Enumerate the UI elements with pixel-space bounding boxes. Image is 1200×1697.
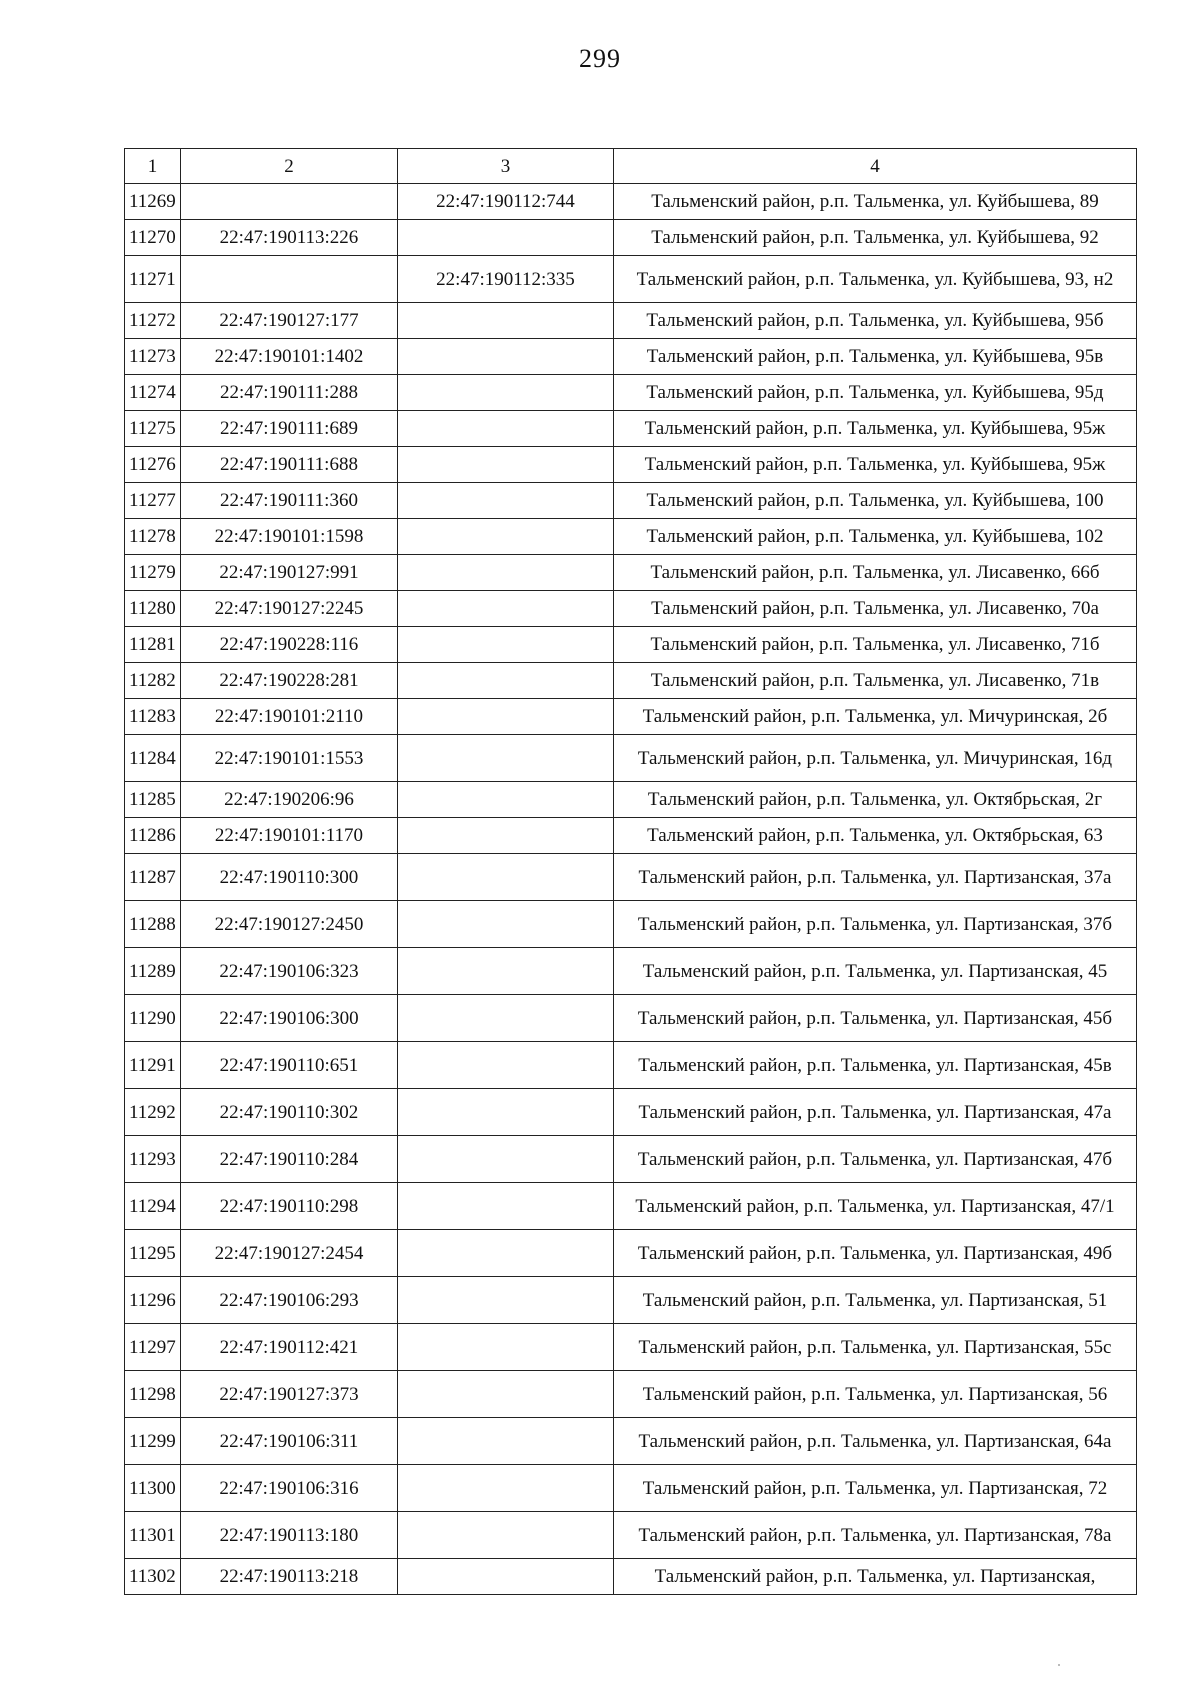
row-number-cell: 11279 (125, 555, 181, 591)
address-cell: Тальменский район, р.п. Тальменка, ул. Партизанская, 49б (614, 1230, 1137, 1277)
address-cell: Тальменский район, р.п. Тальменка, ул. Октябрьская, 2г (614, 782, 1137, 818)
row-number-cell: 11291 (125, 1042, 181, 1089)
cadastral-number-premises-cell (398, 818, 614, 854)
row-number-cell: 11281 (125, 627, 181, 663)
table-row (125, 854, 1137, 901)
cadastral-number-premises-cell (398, 627, 614, 663)
table-row (125, 663, 1137, 699)
row-number-cell: 11288 (125, 901, 181, 948)
address-cell: Тальменский район, р.п. Тальменка, ул. Куйбышева, 95ж (614, 411, 1137, 447)
row-number-cell: 11282 (125, 663, 181, 699)
cadastral-number-building-cell: 22:47:190127:991 (181, 555, 398, 591)
address-cell: Тальменский район, р.п. Тальменка, ул. Партизанская, 37а (614, 854, 1137, 901)
cadastral-number-building-cell: 22:47:190113:218 (181, 1559, 398, 1595)
address-cell: Тальменский район, р.п. Тальменка, ул. Партизанская, 47б (614, 1136, 1137, 1183)
cadastral-number-building-cell: 22:47:190106:311 (181, 1418, 398, 1465)
cadastral-number-premises-cell (398, 948, 614, 995)
row-number-cell: 11269 (125, 184, 181, 220)
table-row (125, 411, 1137, 447)
row-number-cell: 11297 (125, 1324, 181, 1371)
cadastral-number-building-cell (181, 184, 398, 220)
row-number-cell: 11270 (125, 220, 181, 256)
cadastral-number-premises-cell (398, 735, 614, 782)
table-row (125, 1042, 1137, 1089)
table-row (125, 1230, 1137, 1277)
cadastral-number-premises-cell (398, 1277, 614, 1324)
cadastral-number-premises-cell (398, 1465, 614, 1512)
scan-speck (1058, 1664, 1060, 1666)
table-row (125, 1089, 1137, 1136)
cadastral-number-premises-cell (398, 901, 614, 948)
cadastral-number-building-cell: 22:47:190106:316 (181, 1465, 398, 1512)
table-row (125, 339, 1137, 375)
row-number-cell: 11278 (125, 519, 181, 555)
address-cell: Тальменский район, р.п. Тальменка, ул. Куйбышева, 100 (614, 483, 1137, 519)
cadastral-number-building-cell: 22:47:190110:302 (181, 1089, 398, 1136)
address-cell: Тальменский район, р.п. Тальменка, ул. Мичуринская, 2б (614, 699, 1137, 735)
cadastral-number-premises-cell (398, 1324, 614, 1371)
table-row (125, 699, 1137, 735)
address-cell: Тальменский район, р.п. Тальменка, ул. Куйбышева, 93, н2 (614, 256, 1137, 303)
table-row (125, 591, 1137, 627)
cadastral-number-building-cell: 22:47:190127:177 (181, 303, 398, 339)
address-cell: Тальменский район, р.п. Тальменка, ул. Лисавенко, 71б (614, 627, 1137, 663)
row-number-cell: 11277 (125, 483, 181, 519)
cadastral-number-building-cell: 22:47:190127:2450 (181, 901, 398, 948)
address-cell: Тальменский район, р.п. Тальменка, ул. Партизанская, 37б (614, 901, 1137, 948)
cadastral-number-building-cell: 22:47:190112:421 (181, 1324, 398, 1371)
row-number-cell: 11295 (125, 1230, 181, 1277)
table-row (125, 948, 1137, 995)
address-cell: Тальменский район, р.п. Тальменка, ул. Мичуринская, 16д (614, 735, 1137, 782)
table-row (125, 1277, 1137, 1324)
address-cell: Тальменский район, р.п. Тальменка, ул. Куйбышева, 95в (614, 339, 1137, 375)
row-number-cell: 11272 (125, 303, 181, 339)
row-number-cell: 11300 (125, 1465, 181, 1512)
cadastral-number-building-cell: 22:47:190101:1170 (181, 818, 398, 854)
row-number-cell: 11293 (125, 1136, 181, 1183)
table-row (125, 1324, 1137, 1371)
cadastral-number-premises-cell (398, 339, 614, 375)
table-row (125, 735, 1137, 782)
address-cell: Тальменский район, р.п. Тальменка, ул. Партизанская, 47/1 (614, 1183, 1137, 1230)
cadastral-number-building-cell: 22:47:190113:226 (181, 220, 398, 256)
table-row (125, 256, 1137, 303)
row-number-cell: 11294 (125, 1183, 181, 1230)
cadastral-number-premises-cell (398, 591, 614, 627)
cadastral-number-premises-cell (398, 555, 614, 591)
cadastral-number-premises-cell (398, 303, 614, 339)
address-cell: Тальменский район, р.п. Тальменка, ул. Куйбышева, 102 (614, 519, 1137, 555)
table-row (125, 782, 1137, 818)
table-row (125, 303, 1137, 339)
cadastral-number-premises-cell (398, 1042, 614, 1089)
address-cell: Тальменский район, р.п. Тальменка, ул. Куйбышева, 89 (614, 184, 1137, 220)
cadastral-number-building-cell: 22:47:190111:360 (181, 483, 398, 519)
row-number-cell: 11299 (125, 1418, 181, 1465)
address-cell: Тальменский район, р.п. Тальменка, ул. Партизанская, 47а (614, 1089, 1137, 1136)
cadastral-number-premises-cell (398, 519, 614, 555)
cadastral-number-premises-cell (398, 1559, 614, 1595)
row-number-cell: 11284 (125, 735, 181, 782)
table-body (125, 184, 1137, 1595)
row-number-cell: 11289 (125, 948, 181, 995)
address-cell: Тальменский район, р.п. Тальменка, ул. Лисавенко, 70а (614, 591, 1137, 627)
address-cell: Тальменский район, р.п. Тальменка, ул. Партизанская, (614, 1559, 1137, 1595)
cadastral-number-premises-cell (398, 1230, 614, 1277)
cadastral-number-premises-cell (398, 699, 614, 735)
cadastral-number-building-cell: 22:47:190110:298 (181, 1183, 398, 1230)
address-cell: Тальменский район, р.п. Тальменка, ул. Партизанская, 45в (614, 1042, 1137, 1089)
row-number-cell: 11285 (125, 782, 181, 818)
table-row (125, 1559, 1137, 1595)
cadastral-number-building-cell: 22:47:190228:116 (181, 627, 398, 663)
cadastral-number-building-cell: 22:47:190111:288 (181, 375, 398, 411)
cadastral-number-building-cell: 22:47:190110:651 (181, 1042, 398, 1089)
cadastral-number-building-cell: 22:47:190101:1402 (181, 339, 398, 375)
cadastral-number-building-cell: 22:47:190110:284 (181, 1136, 398, 1183)
table-row (125, 555, 1137, 591)
cadastral-number-building-cell: 22:47:190111:689 (181, 411, 398, 447)
cadastral-number-premises-cell (398, 1512, 614, 1559)
address-cell: Тальменский район, р.п. Тальменка, ул. Октябрьская, 63 (614, 818, 1137, 854)
table-row (125, 220, 1137, 256)
cadastral-number-premises-cell (398, 663, 614, 699)
row-number-cell: 11287 (125, 854, 181, 901)
cadastral-number-building-cell: 22:47:190110:300 (181, 854, 398, 901)
cadastral-number-building-cell: 22:47:190127:373 (181, 1371, 398, 1418)
cadastral-number-premises-cell (398, 1418, 614, 1465)
table-row (125, 627, 1137, 663)
address-cell: Тальменский район, р.п. Тальменка, ул. Лисавенко, 71в (614, 663, 1137, 699)
table-header (125, 149, 1137, 184)
cadastral-number-premises-cell (398, 1371, 614, 1418)
column-header-1: 1 (125, 149, 181, 184)
page-number: 299 (579, 44, 621, 73)
table-row (125, 184, 1137, 220)
cadastral-number-building-cell: 22:47:190113:180 (181, 1512, 398, 1559)
table-row (125, 1136, 1137, 1183)
cadastral-number-premises-cell (398, 782, 614, 818)
table-row (125, 375, 1137, 411)
cadastral-number-building-cell: 22:47:190101:2110 (181, 699, 398, 735)
row-number-cell: 11276 (125, 447, 181, 483)
row-number-cell: 11283 (125, 699, 181, 735)
cadastral-number-premises-cell (398, 220, 614, 256)
cadastral-number-building-cell: 22:47:190101:1553 (181, 735, 398, 782)
row-number-cell: 11290 (125, 995, 181, 1042)
row-number-cell: 11292 (125, 1089, 181, 1136)
row-number-cell: 11274 (125, 375, 181, 411)
address-cell: Тальменский район, р.п. Тальменка, ул. Партизанская, 45 (614, 948, 1137, 995)
cadastral-number-building-cell: 22:47:190101:1598 (181, 519, 398, 555)
column-header-3: 3 (398, 149, 614, 184)
table-row (125, 1512, 1137, 1559)
row-number-cell: 11286 (125, 818, 181, 854)
cadastral-number-premises-cell (398, 1136, 614, 1183)
row-number-cell: 11302 (125, 1559, 181, 1595)
address-cell: Тальменский район, р.п. Тальменка, ул. Куйбышева, 92 (614, 220, 1137, 256)
cadastral-number-building-cell: 22:47:190106:300 (181, 995, 398, 1042)
cadastral-table (124, 148, 1137, 1595)
cadastral-number-premises-cell (398, 1183, 614, 1230)
column-header-2: 2 (181, 149, 398, 184)
address-cell: Тальменский район, р.п. Тальменка, ул. Партизанская, 56 (614, 1371, 1137, 1418)
address-cell: Тальменский район, р.п. Тальменка, ул. Лисавенко, 66б (614, 555, 1137, 591)
address-cell: Тальменский район, р.п. Тальменка, ул. Партизанская, 78а (614, 1512, 1137, 1559)
table-row (125, 818, 1137, 854)
address-cell: Тальменский район, р.п. Тальменка, ул. Партизанская, 55с (614, 1324, 1137, 1371)
cadastral-number-building-cell: 22:47:190111:688 (181, 447, 398, 483)
cadastral-number-building-cell: 22:47:190127:2454 (181, 1230, 398, 1277)
table-row (125, 1465, 1137, 1512)
cadastral-number-premises-cell (398, 411, 614, 447)
address-cell: Тальменский район, р.п. Тальменка, ул. Партизанская, 45б (614, 995, 1137, 1042)
row-number-cell: 11275 (125, 411, 181, 447)
cadastral-number-premises-cell (398, 854, 614, 901)
cadastral-number-premises-cell (398, 995, 614, 1042)
cadastral-number-building-cell: 22:47:190206:96 (181, 782, 398, 818)
cadastral-number-premises-cell (398, 447, 614, 483)
table-row (125, 447, 1137, 483)
table-row (125, 1371, 1137, 1418)
table-row (125, 1183, 1137, 1230)
cadastral-number-building-cell: 22:47:190127:2245 (181, 591, 398, 627)
table-row (125, 519, 1137, 555)
row-number-cell: 11273 (125, 339, 181, 375)
table-row (125, 995, 1137, 1042)
cadastral-number-building-cell: 22:47:190228:281 (181, 663, 398, 699)
address-cell: Тальменский район, р.п. Тальменка, ул. Куйбышева, 95д (614, 375, 1137, 411)
address-cell: Тальменский район, р.п. Тальменка, ул. Партизанская, 72 (614, 1465, 1137, 1512)
cadastral-number-premises-cell: 22:47:190112:335 (398, 256, 614, 303)
address-cell: Тальменский район, р.п. Тальменка, ул. Куйбышева, 95б (614, 303, 1137, 339)
table-row (125, 901, 1137, 948)
cadastral-number-building-cell: 22:47:190106:293 (181, 1277, 398, 1324)
table-row (125, 1418, 1137, 1465)
header-row (125, 149, 1137, 184)
cadastral-number-premises-cell (398, 483, 614, 519)
column-header-4: 4 (614, 149, 1137, 184)
table-row (125, 483, 1137, 519)
row-number-cell: 11298 (125, 1371, 181, 1418)
cadastral-number-building-cell (181, 256, 398, 303)
row-number-cell: 11280 (125, 591, 181, 627)
address-cell: Тальменский район, р.п. Тальменка, ул. Партизанская, 51 (614, 1277, 1137, 1324)
cadastral-number-building-cell: 22:47:190106:323 (181, 948, 398, 995)
cadastral-number-premises-cell: 22:47:190112:744 (398, 184, 614, 220)
row-number-cell: 11301 (125, 1512, 181, 1559)
row-number-cell: 11296 (125, 1277, 181, 1324)
address-cell: Тальменский район, р.п. Тальменка, ул. Куйбышева, 95ж (614, 447, 1137, 483)
cadastral-number-premises-cell (398, 375, 614, 411)
cadastral-number-premises-cell (398, 1089, 614, 1136)
address-cell: Тальменский район, р.п. Тальменка, ул. Партизанская, 64а (614, 1418, 1137, 1465)
row-number-cell: 11271 (125, 256, 181, 303)
